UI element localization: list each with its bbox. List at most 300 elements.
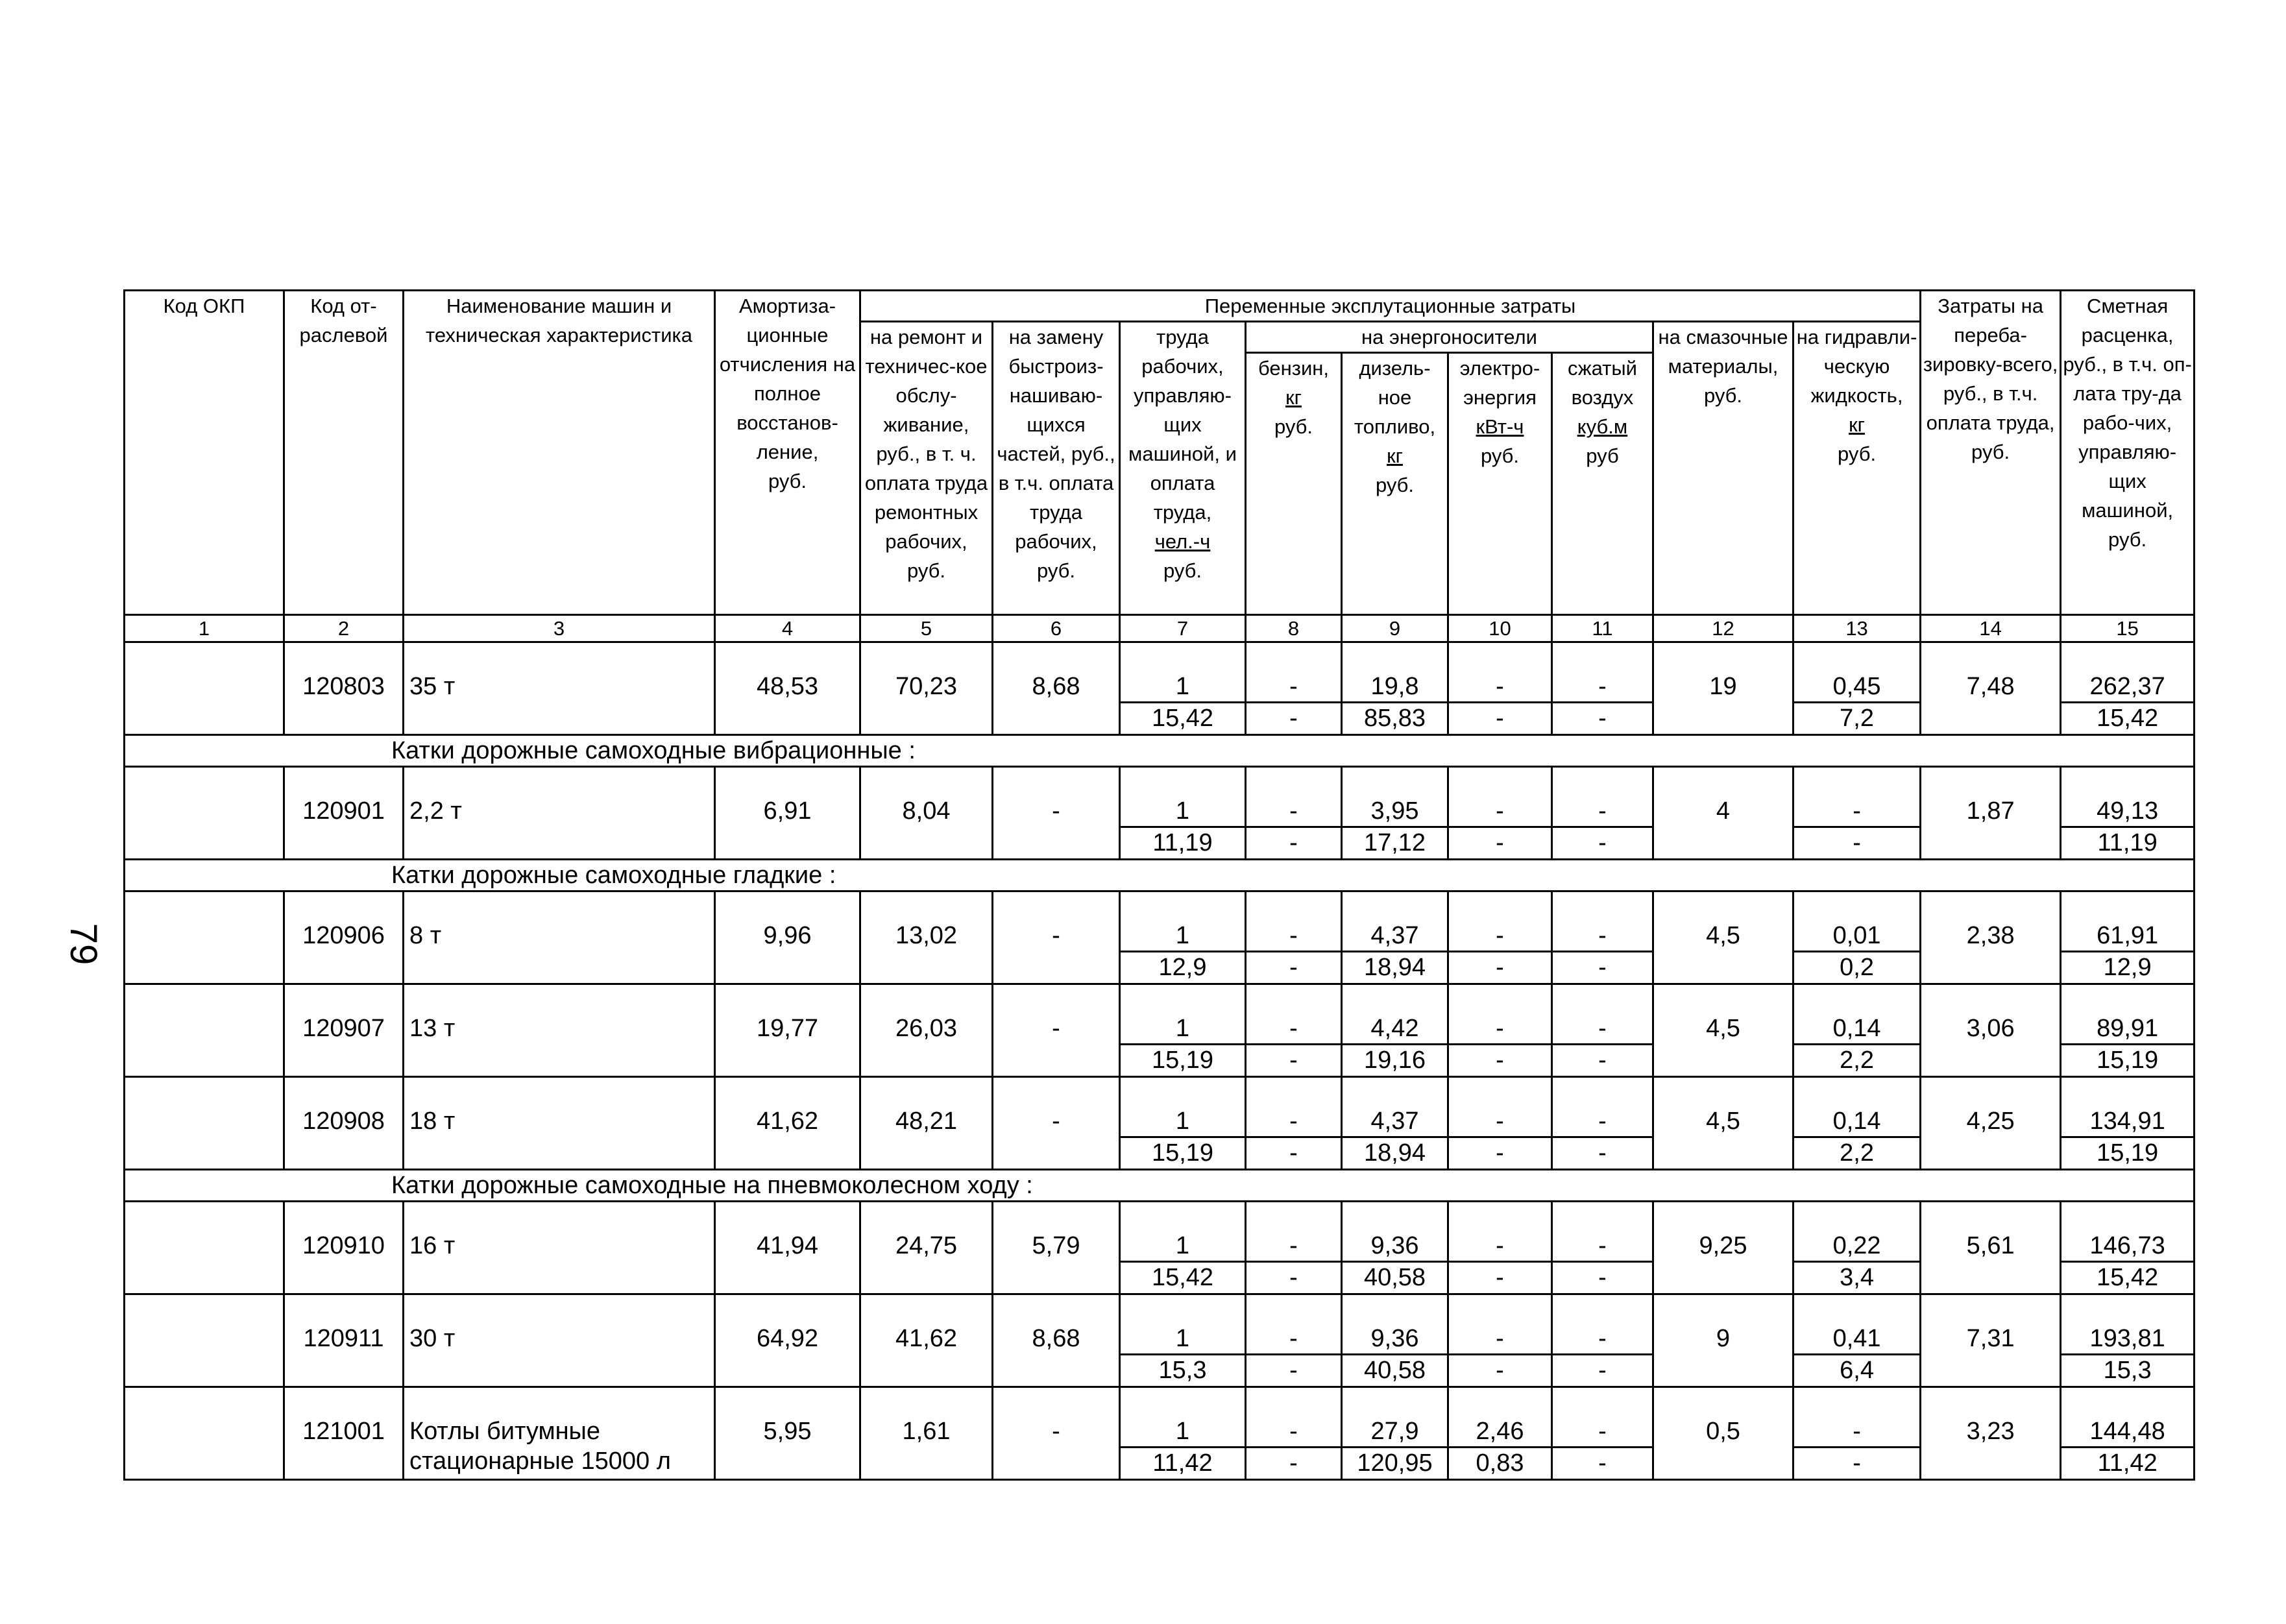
depreciation-cell <box>715 1202 860 1294</box>
hydraulic-fluid-cell-top: 0,45 <box>1832 673 1881 700</box>
electricity-cell-bottom: - <box>1449 1136 1551 1168</box>
hydraulic-fluid-cell <box>1794 1387 1921 1480</box>
compressed-air-cell-top: - <box>1598 797 1607 825</box>
compressed-air-cell <box>1552 642 1653 735</box>
diesel-cell-top: 4,37 <box>1370 1108 1419 1135</box>
machine-name-cell <box>404 1202 715 1294</box>
estimate-price-cell-bottom: 15,3 <box>2061 1353 2193 1385</box>
header-diesel-unit1: кг <box>1387 444 1403 467</box>
machine-name-line2: стационарные 15000 л <box>409 1448 671 1475</box>
petrol-cell-top: - <box>1289 1108 1298 1135</box>
estimate-price-cell-top: 49,13 <box>2097 797 2159 825</box>
depreciation-cell <box>715 1077 860 1170</box>
okp-code-cell <box>125 767 284 860</box>
machine-name-cell <box>404 1387 715 1480</box>
relocation-cell-value: 2,38 <box>1966 922 2015 949</box>
parts-cell <box>993 642 1120 735</box>
machine-name: 16 т <box>409 1232 456 1259</box>
estimate-price-cell <box>2061 642 2195 735</box>
depreciation-cell-value: 9,96 <box>763 922 812 949</box>
okp-code-cell <box>125 984 284 1077</box>
machine-name-cell <box>404 642 715 735</box>
group-heading: Катки дорожные самоходные гладкие : <box>125 860 2195 891</box>
electricity-cell-bottom: 0,83 <box>1449 1446 1551 1478</box>
compressed-air-cell-top: - <box>1598 1418 1607 1445</box>
branch-code-cell-value: 120906 <box>302 922 385 949</box>
hydraulic-fluid-cell <box>1794 1077 1921 1170</box>
branch-code-cell <box>284 891 404 984</box>
repair-cell-value: 26,03 <box>895 1015 958 1042</box>
machine-name-cell <box>404 1077 715 1170</box>
branch-code-cell <box>284 984 404 1077</box>
hydraulic-fluid-cell-bottom: 0,2 <box>1794 951 1919 982</box>
column-number: 8 <box>1246 615 1342 642</box>
table-row <box>125 984 2195 1077</box>
lubricants-cell <box>1653 642 1794 735</box>
compressed-air-cell-bottom: - <box>1553 1136 1652 1168</box>
header-hydraulic-fluid <box>1794 322 1921 615</box>
lubricants-cell <box>1653 1294 1794 1387</box>
diesel-cell-bottom: 40,58 <box>1343 1261 1447 1292</box>
relocation-cell <box>1921 1387 2061 1480</box>
header-estimate-price <box>2061 291 2195 615</box>
header-electricity-unit1: кВт-ч <box>1476 415 1524 438</box>
header-relocation <box>1921 291 2061 615</box>
repair-cell-value: 70,23 <box>895 673 958 700</box>
lubricants-cell <box>1653 891 1794 984</box>
parts-cell <box>993 984 1120 1077</box>
hydraulic-fluid-cell <box>1794 891 1921 984</box>
compressed-air-cell <box>1552 1294 1653 1387</box>
hydraulic-fluid-cell-top: 0,14 <box>1832 1015 1881 1042</box>
relocation-cell-value: 4,25 <box>1966 1108 2015 1135</box>
lubricants-cell <box>1653 1077 1794 1170</box>
header-petrol-label: бензин, <box>1258 357 1330 380</box>
hydraulic-fluid-cell-top: 0,14 <box>1832 1108 1881 1135</box>
parts-cell <box>993 1387 1120 1480</box>
petrol-cell-top: - <box>1289 1325 1298 1352</box>
header-electricity-label: электро-энергия <box>1459 357 1540 409</box>
header-parts-label: на замену быстроиз-нашиваю-щихся частей, руб., в т.ч. оплата труда рабочих, <box>997 326 1115 553</box>
depreciation-cell <box>715 642 860 735</box>
hydraulic-fluid-cell-bottom: 6,4 <box>1794 1353 1919 1385</box>
depreciation-cell-value: 19,77 <box>756 1015 819 1042</box>
electricity-cell <box>1448 1202 1552 1294</box>
repair-cell <box>860 642 993 735</box>
hydraulic-fluid-cell-top: - <box>1853 1418 1861 1445</box>
estimate-price-cell-bottom: 15,19 <box>2061 1136 2193 1168</box>
depreciation-cell <box>715 1387 860 1480</box>
diesel-cell-bottom: 19,16 <box>1343 1043 1447 1075</box>
hydraulic-fluid-cell-bottom: 2,2 <box>1794 1136 1919 1168</box>
depreciation-cell-value: 64,92 <box>756 1325 819 1352</box>
diesel-cell-bottom: 40,58 <box>1343 1353 1447 1385</box>
header-petrol <box>1246 353 1342 615</box>
petrol-cell-bottom: - <box>1246 1136 1341 1168</box>
relocation-cell-value: 7,31 <box>1966 1325 2015 1352</box>
estimate-price-cell <box>2061 984 2195 1077</box>
header-lubricants-label: на смазочные материалы, <box>1658 326 1788 378</box>
header-machine-name: Наименование машин и техническая характеристика <box>404 291 715 615</box>
branch-code-cell-value: 120910 <box>302 1232 385 1259</box>
column-number-row <box>125 615 2195 642</box>
relocation-cell-value: 5,61 <box>1966 1232 2015 1259</box>
repair-cell-value: 13,02 <box>895 922 958 949</box>
electricity-cell-top: - <box>1496 1015 1504 1042</box>
relocation-cell <box>1921 891 2061 984</box>
column-number: 10 <box>1448 615 1552 642</box>
lubricants-cell-value: 9 <box>1716 1325 1731 1352</box>
header-operator-labor-unit1: чел.-ч <box>1154 530 1211 553</box>
operator-labor-cell-top: 1 <box>1175 1232 1190 1259</box>
machine-name-cell <box>404 767 715 860</box>
machine-name: 18 т <box>409 1108 456 1135</box>
branch-code-cell <box>284 1077 404 1170</box>
header-estimate-price-label: Сметная расценка, руб., в т.ч. оп-лата тру-да рабо-чих, управляю-щих машиной, <box>2063 295 2192 522</box>
diesel-cell-bottom: 120,95 <box>1343 1446 1447 1478</box>
petrol-cell <box>1246 1202 1342 1294</box>
column-number: 6 <box>993 615 1120 642</box>
repair-cell-value: 8,04 <box>902 797 951 825</box>
hydraulic-fluid-cell <box>1794 1202 1921 1294</box>
operator-labor-cell-top: 1 <box>1175 1108 1190 1135</box>
parts-cell <box>993 1202 1120 1294</box>
header-compressed-air-unit1: куб.м <box>1577 415 1628 438</box>
diesel-cell-bottom: 18,94 <box>1343 1136 1447 1168</box>
header-diesel <box>1342 353 1448 615</box>
lubricants-cell <box>1653 1387 1794 1480</box>
estimate-price-cell-top: 144,48 <box>2089 1418 2165 1445</box>
diesel-cell-top: 9,36 <box>1370 1325 1419 1352</box>
electricity-cell-bottom: - <box>1449 826 1551 858</box>
electricity-cell-bottom: - <box>1449 1261 1551 1292</box>
parts-cell-value: 5,79 <box>1032 1232 1080 1259</box>
header-hydraulic-fluid-unit2: руб. <box>1838 442 1877 465</box>
petrol-cell <box>1246 984 1342 1077</box>
lubricants-cell <box>1653 767 1794 860</box>
operator-labor-cell-top: 1 <box>1175 673 1190 700</box>
petrol-cell-top: - <box>1289 922 1298 949</box>
header-relocation-unit: руб. <box>1971 441 2010 463</box>
machine-name-cell <box>404 891 715 984</box>
operator-labor-cell <box>1120 984 1246 1077</box>
petrol-cell-top: - <box>1289 1015 1298 1042</box>
okp-code-cell <box>125 1077 284 1170</box>
electricity-cell-top: - <box>1496 1108 1504 1135</box>
estimate-price-cell <box>2061 767 2195 860</box>
operator-labor-cell-bottom: 15,19 <box>1121 1136 1245 1168</box>
header-petrol-unit1: кг <box>1285 386 1302 409</box>
parts-cell <box>993 891 1120 984</box>
compressed-air-cell <box>1552 891 1653 984</box>
compressed-air-cell-bottom: - <box>1553 1043 1652 1075</box>
electricity-cell-top: - <box>1496 1232 1504 1259</box>
header-lubricants <box>1653 322 1794 615</box>
estimate-price-cell-bottom: 11,19 <box>2061 826 2193 858</box>
machine-name: 2,2 т <box>409 797 462 825</box>
estimate-price-cell-top: 193,81 <box>2089 1325 2165 1352</box>
repair-cell <box>860 767 993 860</box>
branch-code-cell <box>284 1387 404 1480</box>
header-branch-code: Код от-раслевой <box>284 291 404 615</box>
compressed-air-cell-bottom: - <box>1553 701 1652 733</box>
group-heading-row <box>125 1170 2195 1202</box>
electricity-cell <box>1448 1077 1552 1170</box>
table-row <box>125 1202 2195 1294</box>
branch-code-cell-value: 120907 <box>302 1015 385 1042</box>
lubricants-cell-value: 19 <box>1709 673 1737 700</box>
petrol-cell-bottom: - <box>1246 1446 1341 1478</box>
operator-labor-cell-bottom: 11,19 <box>1121 826 1245 858</box>
table-row <box>125 891 2195 984</box>
table-row <box>125 1387 2195 1480</box>
compressed-air-cell-bottom: - <box>1553 951 1652 982</box>
compressed-air-cell <box>1552 767 1653 860</box>
operator-labor-cell-top: 1 <box>1175 797 1190 825</box>
branch-code-cell <box>284 642 404 735</box>
depreciation-cell <box>715 891 860 984</box>
lubricants-cell <box>1653 1202 1794 1294</box>
petrol-cell-bottom: - <box>1246 1261 1341 1292</box>
machine-name: 30 т <box>409 1325 456 1352</box>
parts-cell-value: - <box>1052 1015 1060 1042</box>
header-depreciation-label: Амортиза-ционные отчисления на полное восстанов-ление, <box>719 295 856 463</box>
petrol-cell-bottom: - <box>1246 1043 1341 1075</box>
repair-cell-value: 1,61 <box>902 1418 951 1445</box>
header-okp-code: Код ОКП <box>125 291 284 615</box>
operator-labor-cell-bottom: 15,19 <box>1121 1043 1245 1075</box>
compressed-air-cell-top: - <box>1598 922 1607 949</box>
petrol-cell-bottom: - <box>1246 951 1341 982</box>
operator-labor-cell-top: 1 <box>1175 1015 1190 1042</box>
okp-code-cell <box>125 1294 284 1387</box>
parts-cell-value: - <box>1052 1418 1060 1445</box>
parts-cell <box>993 767 1120 860</box>
repair-cell <box>860 891 993 984</box>
column-number: 15 <box>2061 615 2195 642</box>
repair-cell <box>860 1387 993 1480</box>
header-parts-unit: руб. <box>1036 559 1076 582</box>
electricity-cell-bottom: - <box>1449 1353 1551 1385</box>
group-heading-row <box>125 860 2195 891</box>
column-number: 14 <box>1921 615 2061 642</box>
header-hydraulic-fluid-label: на гидравли-ческую жидкость, <box>1796 326 1917 407</box>
operator-labor-cell-bottom: 15,42 <box>1121 1261 1245 1292</box>
header-diesel-label: дизель-ное топливо, <box>1354 357 1436 438</box>
estimate-price-cell <box>2061 891 2195 984</box>
estimate-price-cell-bottom: 12,9 <box>2061 951 2193 982</box>
lubricants-cell-value: 9,25 <box>1699 1232 1747 1259</box>
estimate-price-cell-bottom: 15,42 <box>2061 701 2193 733</box>
parts-cell-value: 8,68 <box>1032 1325 1080 1352</box>
branch-code-cell-value: 120911 <box>303 1325 384 1352</box>
compressed-air-cell <box>1552 1387 1653 1480</box>
relocation-cell <box>1921 767 2061 860</box>
petrol-cell-top: - <box>1289 1418 1298 1445</box>
diesel-cell <box>1342 767 1448 860</box>
hydraulic-fluid-cell <box>1794 642 1921 735</box>
depreciation-cell-value: 41,62 <box>756 1108 819 1135</box>
diesel-cell <box>1342 984 1448 1077</box>
parts-cell-value: 8,68 <box>1032 673 1080 700</box>
petrol-cell-bottom: - <box>1246 1353 1341 1385</box>
column-number: 5 <box>860 615 993 642</box>
column-number: 2 <box>284 615 404 642</box>
repair-cell <box>860 1077 993 1170</box>
depreciation-cell <box>715 1294 860 1387</box>
operator-labor-cell-bottom: 15,42 <box>1121 701 1245 733</box>
header-repair-unit: руб. <box>906 559 946 582</box>
hydraulic-fluid-cell-bottom: - <box>1794 826 1919 858</box>
compressed-air-cell-top: - <box>1598 1325 1607 1352</box>
lubricants-cell-value: 4,5 <box>1706 1108 1740 1135</box>
electricity-cell-top: 2,46 <box>1476 1418 1524 1445</box>
machine-name-cell <box>404 1294 715 1387</box>
estimate-price-cell-top: 134,91 <box>2089 1108 2165 1135</box>
hydraulic-fluid-cell-bottom: 2,2 <box>1794 1043 1919 1075</box>
column-number: 9 <box>1342 615 1448 642</box>
estimate-price-cell-top: 89,91 <box>2097 1015 2159 1042</box>
header-operator-labor-unit2: руб. <box>1163 559 1202 582</box>
operator-labor-cell-bottom: 12,9 <box>1121 951 1245 982</box>
group-heading-row <box>125 735 2195 767</box>
estimate-price-cell-bottom: 15,42 <box>2061 1261 2193 1292</box>
branch-code-cell <box>284 767 404 860</box>
table-row <box>125 1077 2195 1170</box>
operator-labor-cell-top: 1 <box>1175 1418 1190 1445</box>
diesel-cell-top: 27,9 <box>1370 1418 1419 1445</box>
column-number: 13 <box>1794 615 1921 642</box>
relocation-cell <box>1921 642 2061 735</box>
diesel-cell <box>1342 1294 1448 1387</box>
electricity-cell-bottom: - <box>1449 701 1551 733</box>
column-number: 1 <box>125 615 284 642</box>
column-number: 4 <box>715 615 860 642</box>
electricity-cell-top: - <box>1496 673 1504 700</box>
electricity-cell-bottom: - <box>1449 951 1551 982</box>
parts-cell <box>993 1077 1120 1170</box>
diesel-cell-top: 9,36 <box>1370 1232 1419 1259</box>
relocation-cell <box>1921 1294 2061 1387</box>
header-compressed-air <box>1552 353 1653 615</box>
operator-labor-cell <box>1120 1294 1246 1387</box>
table-row <box>125 767 2195 860</box>
electricity-cell-top: - <box>1496 922 1504 949</box>
electricity-cell <box>1448 767 1552 860</box>
repair-cell-value: 41,62 <box>895 1325 958 1352</box>
hydraulic-fluid-cell-top: 0,01 <box>1832 922 1881 949</box>
machine-name: 35 т <box>409 673 456 700</box>
operator-labor-cell <box>1120 1202 1246 1294</box>
header-depreciation <box>715 291 860 615</box>
operator-labor-cell-bottom: 11,42 <box>1121 1446 1245 1478</box>
parts-cell <box>993 1294 1120 1387</box>
header-operator-labor-label: труда рабочих, управляю-щих машиной, и оплата труда, <box>1128 326 1237 524</box>
petrol-cell <box>1246 1294 1342 1387</box>
depreciation-cell-value: 5,95 <box>763 1418 812 1445</box>
branch-code-cell-value: 121001 <box>302 1418 385 1445</box>
electricity-cell <box>1448 642 1552 735</box>
diesel-cell <box>1342 1202 1448 1294</box>
header-electricity-unit2: руб. <box>1480 444 1520 467</box>
diesel-cell-top: 4,42 <box>1370 1015 1419 1042</box>
depreciation-cell-value: 41,94 <box>756 1232 819 1259</box>
column-number: 12 <box>1653 615 1794 642</box>
lubricants-cell-value: 0,5 <box>1706 1418 1740 1445</box>
lubricants-cell-value: 4,5 <box>1706 922 1740 949</box>
header-parts <box>993 322 1120 615</box>
compressed-air-cell-bottom: - <box>1553 1261 1652 1292</box>
repair-cell-value: 48,21 <box>895 1108 958 1135</box>
lubricants-cell-value: 4,5 <box>1706 1015 1740 1042</box>
relocation-cell-value: 3,06 <box>1966 1015 2015 1042</box>
repair-cell-value: 24,75 <box>895 1232 958 1259</box>
depreciation-cell-value: 48,53 <box>756 673 819 700</box>
diesel-cell <box>1342 642 1448 735</box>
branch-code-cell <box>284 1202 404 1294</box>
column-number: 3 <box>404 615 715 642</box>
electricity-cell <box>1448 1294 1552 1387</box>
electricity-cell-top: - <box>1496 1325 1504 1352</box>
compressed-air-cell-top: - <box>1598 1108 1607 1135</box>
operator-labor-cell-top: 1 <box>1175 1325 1190 1352</box>
group-heading: Катки дорожные самоходные на пневмоколесном ходу : <box>125 1170 2195 1202</box>
petrol-cell-bottom: - <box>1246 826 1341 858</box>
hydraulic-fluid-cell-bottom: - <box>1794 1446 1919 1478</box>
header-diesel-unit2: руб. <box>1375 474 1415 496</box>
machine-name: 13 т <box>409 1015 456 1042</box>
header-relocation-label: Затраты на переба-зировку-всего, руб., в т.ч. оплата труда, <box>1923 295 2058 434</box>
electricity-cell <box>1448 984 1552 1077</box>
header-compressed-air-unit2: руб <box>1586 444 1619 467</box>
okp-code-cell <box>125 1387 284 1480</box>
compressed-air-cell-bottom: - <box>1553 1353 1652 1385</box>
diesel-cell <box>1342 1077 1448 1170</box>
petrol-cell-top: - <box>1289 673 1298 700</box>
electricity-cell <box>1448 891 1552 984</box>
parts-cell-value: - <box>1052 1108 1060 1135</box>
electricity-cell-bottom: - <box>1449 1043 1551 1075</box>
header-hydraulic-fluid-unit1: кг <box>1849 413 1865 436</box>
table-row <box>125 642 2195 735</box>
depreciation-cell <box>715 984 860 1077</box>
diesel-cell-top: 19,8 <box>1370 673 1419 700</box>
estimate-price-cell-top: 146,73 <box>2089 1232 2165 1259</box>
petrol-cell-bottom: - <box>1246 701 1341 733</box>
compressed-air-cell-top: - <box>1598 1015 1607 1042</box>
header-energy: на энергоносители <box>1246 322 1653 353</box>
hydraulic-fluid-cell-top: 0,41 <box>1832 1325 1881 1352</box>
header-operator-labor <box>1120 322 1246 615</box>
hydraulic-fluid-cell-bottom: 3,4 <box>1794 1261 1919 1292</box>
repair-cell <box>860 984 993 1077</box>
page-number: 79 <box>62 923 104 965</box>
diesel-cell-bottom: 17,12 <box>1343 826 1447 858</box>
operator-labor-cell <box>1120 1077 1246 1170</box>
compressed-air-cell <box>1552 984 1653 1077</box>
compressed-air-cell <box>1552 1077 1653 1170</box>
relocation-cell <box>1921 1202 2061 1294</box>
branch-code-cell-value: 120908 <box>302 1108 385 1135</box>
group-heading: Катки дорожные самоходные вибрационные : <box>125 735 2195 767</box>
header-estimate-price-unit: руб. <box>2108 528 2147 551</box>
hydraulic-fluid-cell <box>1794 767 1921 860</box>
okp-code-cell <box>125 1202 284 1294</box>
header-electricity <box>1448 353 1552 615</box>
estimate-price-cell-top: 61,91 <box>2097 922 2159 949</box>
hydraulic-fluid-cell <box>1794 1294 1921 1387</box>
diesel-cell-top: 4,37 <box>1370 922 1419 949</box>
